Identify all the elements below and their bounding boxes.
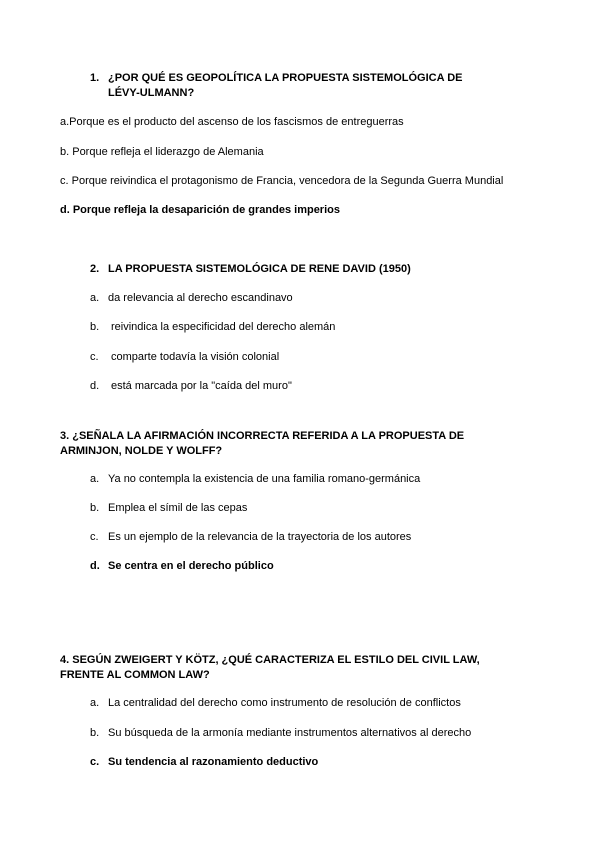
question-title: LÉVY-ULMANN? <box>108 87 195 99</box>
option-c-correct: Su tendencia al razonamiento deductivo <box>108 756 319 768</box>
option-b: Emplea el símil de las cepas <box>108 502 248 514</box>
option-letter: d. <box>90 380 100 392</box>
option-a: da relevancia al derecho escandinavo <box>108 292 293 304</box>
question-title: 4. SEGÚN ZWEIGERT Y KÖTZ, ¿QUÉ CARACTERIZA EL ESTILO DEL CIVIL LAW, <box>60 654 480 666</box>
question-title: FRENTE AL COMMON LAW? <box>60 669 210 681</box>
option-b: reivindica la especificidad del derecho alemán <box>111 321 336 333</box>
option-letter: a. <box>90 292 100 304</box>
option-b: Su búsqueda de la armonía mediante instrumentos alternativos al derecho <box>108 727 472 739</box>
option-letter: d. <box>90 560 100 572</box>
question-title: ¿POR QUÉ ES GEOPOLÍTICA LA PROPUESTA SISTEMOLÓGICA DE <box>108 72 463 84</box>
question-title: 3. ¿SEÑALA LA AFIRMACIÓN INCORRECTA REFERIDA A LA PROPUESTA DE <box>60 430 465 442</box>
option-b: b. Porque refleja el liderazgo de Alemania <box>60 146 264 158</box>
question-number: 1. <box>90 72 100 84</box>
option-letter: c. <box>90 351 99 363</box>
option-letter: b. <box>90 502 100 514</box>
option-letter: c. <box>90 531 99 543</box>
option-letter: b. <box>90 321 100 333</box>
question-number: 2. <box>90 263 100 275</box>
option-d-correct: Se centra en el derecho público <box>108 560 274 572</box>
question-title: ARMINJON, NOLDE Y WOLFF? <box>60 445 223 457</box>
option-d-correct: d. Porque refleja la desaparición de grandes imperios <box>60 204 340 216</box>
question-title: LA PROPUESTA SISTEMOLÓGICA DE RENE DAVID (1950) <box>108 263 411 275</box>
option-letter: a. <box>90 473 100 485</box>
option-c: comparte todavía la visión colonial <box>111 351 280 363</box>
option-c: c. Porque reivindica el protagonismo de Francia, vencedora de la Segunda Guerra Mundial <box>60 175 504 187</box>
option-letter: a. <box>90 697 100 709</box>
option-letter: c. <box>90 756 100 768</box>
option-a: Ya no contempla la existencia de una familia romano-germánica <box>108 473 421 485</box>
option-letter: b. <box>90 727 100 739</box>
option-a: a.Porque es el producto del ascenso de los fascismos de entreguerras <box>60 116 404 128</box>
option-a: La centralidad del derecho como instrumento de resolución de conflictos <box>108 697 461 709</box>
option-c: Es un ejemplo de la relevancia de la trayectoria de los autores <box>108 531 412 543</box>
option-d: está marcada por la "caída del muro" <box>111 380 292 392</box>
